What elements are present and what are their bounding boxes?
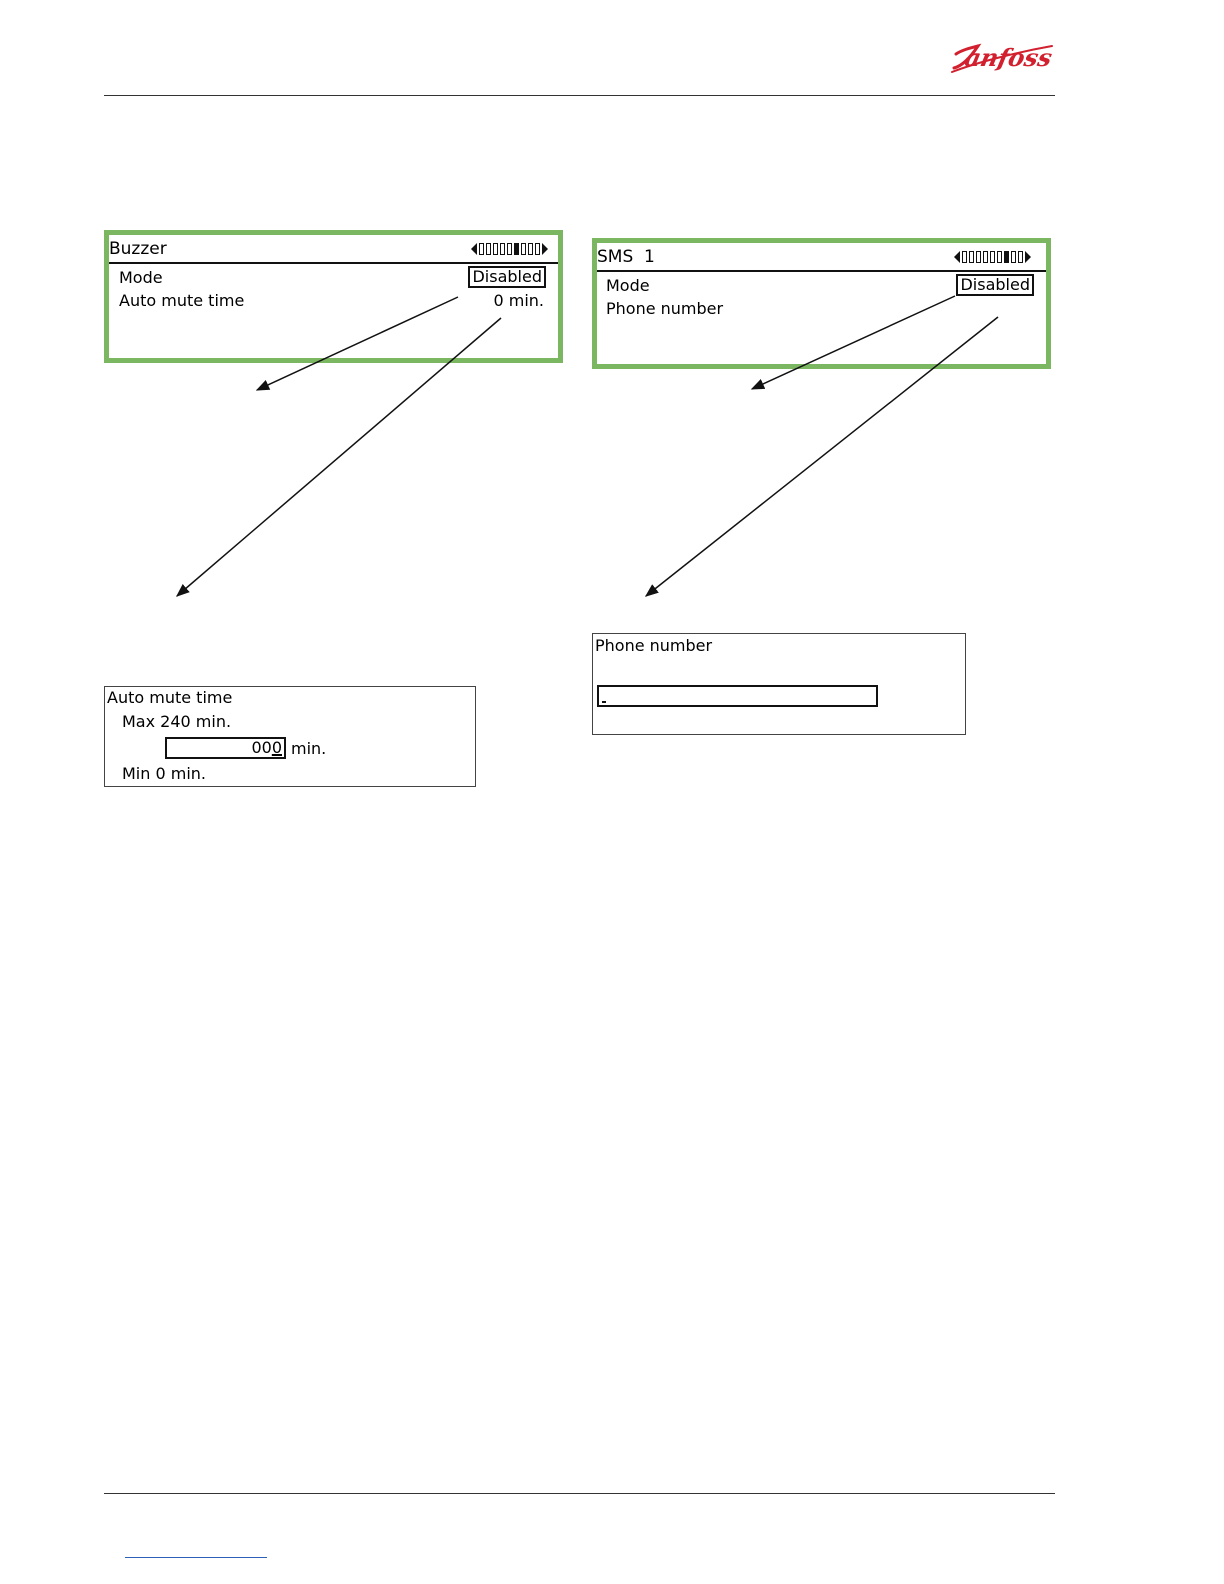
dialog-title: Phone number bbox=[595, 636, 713, 655]
auto-mute-time-label: Auto mute time bbox=[119, 291, 245, 310]
sms-phone-arrow bbox=[646, 317, 998, 596]
unit-label: min. bbox=[291, 739, 327, 758]
dialog-title: Auto mute time bbox=[107, 688, 233, 707]
mode-label: Mode bbox=[119, 268, 163, 287]
max-limit-text: Max 240 min. bbox=[122, 712, 232, 731]
screen-title: SMS 1 bbox=[597, 247, 655, 267]
mode-label: Mode bbox=[606, 276, 650, 295]
svg-text:anfoss: anfoss bbox=[962, 43, 1055, 72]
buzzer-mute-time-arrow bbox=[177, 318, 501, 596]
min-limit-text: Min 0 min. bbox=[122, 764, 206, 783]
phone-number-label[interactable]: Phone number bbox=[606, 299, 724, 318]
screen-title: Buzzer bbox=[109, 239, 167, 259]
cursor-digit: 0 bbox=[271, 738, 282, 757]
footer-rule bbox=[104, 1493, 1055, 1494]
buzzer-mode-arrow bbox=[257, 297, 458, 390]
mode-value[interactable]: Disabled bbox=[468, 266, 546, 288]
input-value: 00 bbox=[251, 738, 272, 757]
footer-link-underline[interactable] bbox=[125, 1557, 267, 1558]
mode-value[interactable]: Disabled bbox=[956, 274, 1034, 296]
auto-mute-time-value[interactable]: 0 min. bbox=[493, 291, 544, 310]
